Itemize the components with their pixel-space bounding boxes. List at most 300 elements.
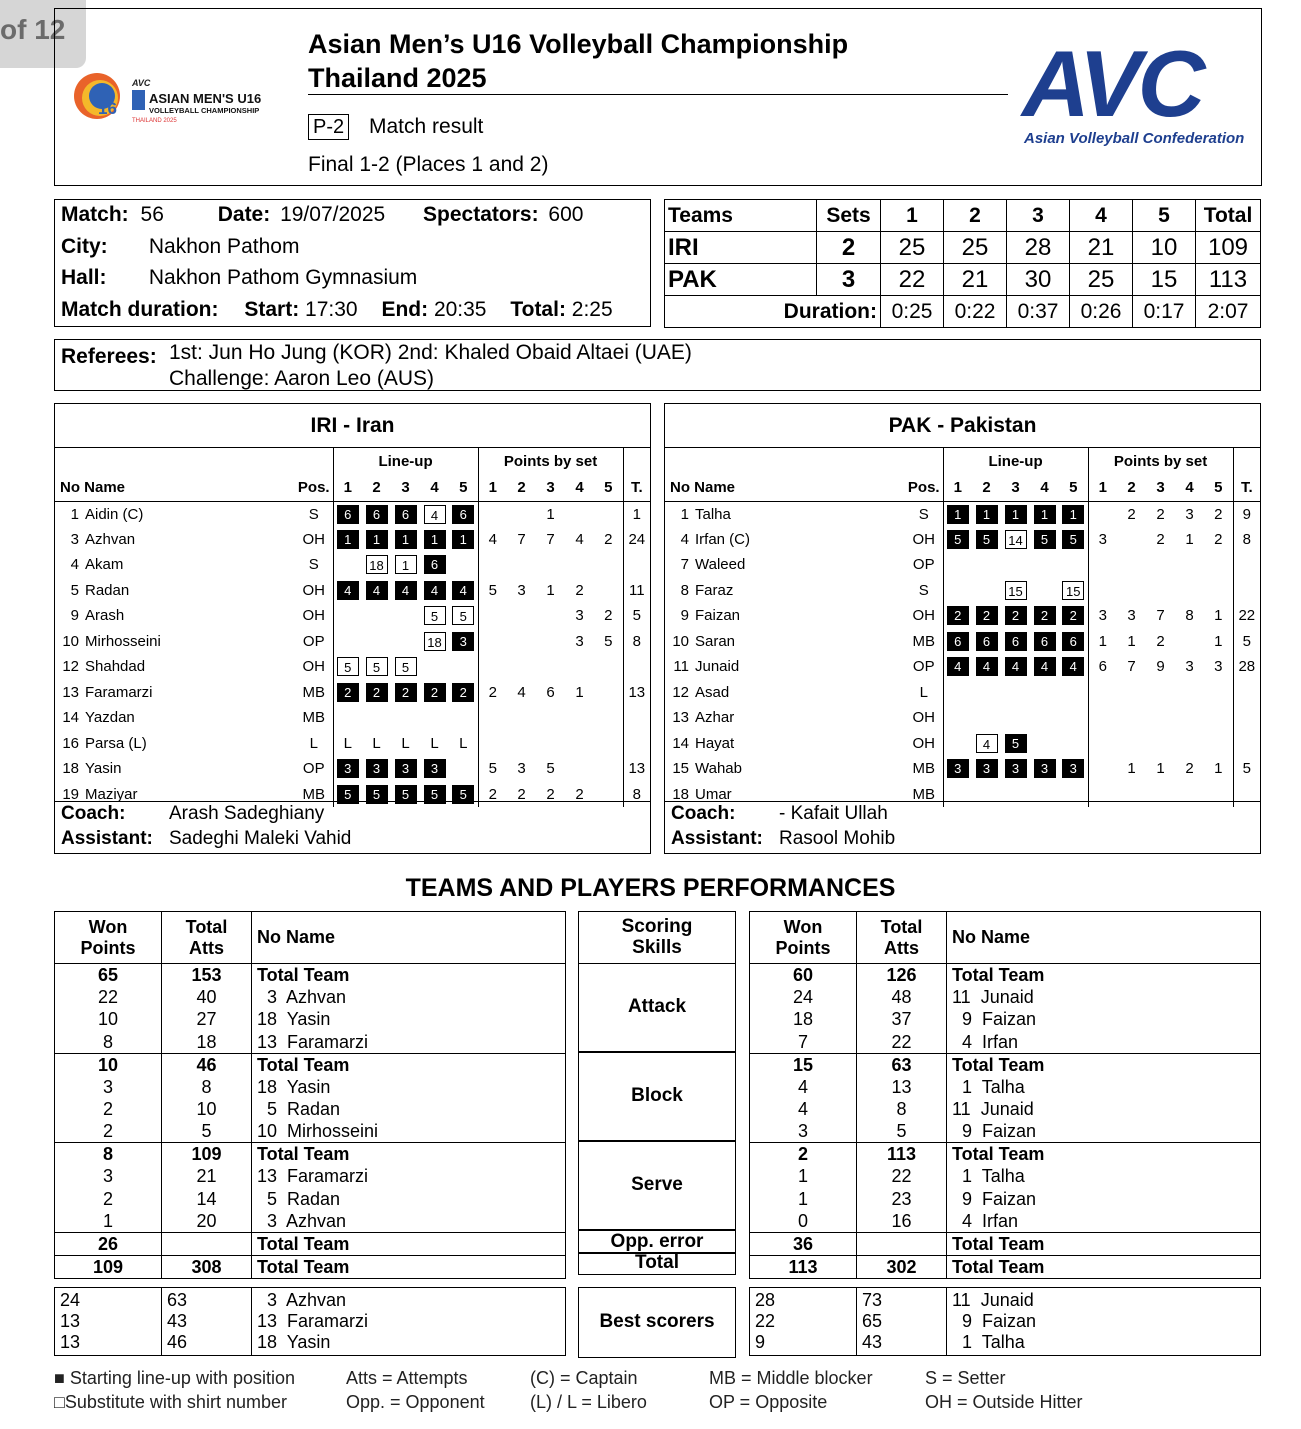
set-points <box>1088 705 1117 731</box>
player-total: 8 <box>1233 527 1260 553</box>
player-row <box>55 578 650 604</box>
set-points: 1 <box>546 505 555 523</box>
won-points: 2 <box>55 1098 162 1120</box>
player-total: 1 <box>623 501 650 527</box>
lineup-cell <box>420 654 449 680</box>
lineup-cell <box>972 705 1001 731</box>
set-points <box>507 705 536 731</box>
won-points: 0 <box>750 1210 857 1233</box>
points-set-2-header: 2 <box>507 475 536 501</box>
lineup-cell <box>391 578 420 604</box>
event-logo-icon <box>70 70 290 130</box>
sets-won: 3 <box>817 264 881 296</box>
starting-position: 2 <box>1062 606 1084 625</box>
team-total-row <box>55 1143 566 1166</box>
player-row <box>665 705 1260 731</box>
lineup-cell <box>333 527 362 553</box>
starting-position: 4 <box>1034 657 1056 676</box>
player-name: 18 Yasin <box>252 1008 566 1030</box>
lineup-header: Line-up <box>333 448 478 475</box>
starting-position: 2 <box>424 683 446 702</box>
lineup-set-5-header: 5 <box>449 475 478 501</box>
match-info-box <box>54 199 651 327</box>
roster-header-spacer <box>665 448 943 475</box>
scoring-skills-header <box>579 912 735 964</box>
substitute-number: 14 <box>1005 530 1027 549</box>
starting-position: 6 <box>395 505 417 524</box>
performances-title: TEAMS AND PLAYERS PERFORMANCES <box>405 874 896 902</box>
lineup-cell <box>1059 731 1088 757</box>
lineup-cell <box>1030 680 1059 706</box>
best-scorers-pak <box>749 1287 1261 1356</box>
total-attempts: 20 <box>162 1210 252 1233</box>
lineup-cell <box>1001 731 1030 757</box>
points-set-2-header: 2 <box>1117 475 1146 501</box>
total-attempts: 109 <box>162 1143 252 1166</box>
starting-position: 2 <box>976 606 998 625</box>
player-name: Faramarzi <box>85 683 153 701</box>
starting-position: 6 <box>424 555 446 574</box>
set-5-duration: 0:17 <box>1133 296 1196 328</box>
starting-position: 1 <box>1034 505 1056 524</box>
player-number: 12 <box>672 683 689 701</box>
player-position: L <box>309 734 318 752</box>
performance-header <box>55 912 566 964</box>
lineup-cell <box>420 705 449 731</box>
substitute-number: 15 <box>1062 581 1084 600</box>
skill-serve: Serve <box>631 1174 683 1195</box>
player-stat-row <box>55 1120 566 1143</box>
lineup-cell <box>449 629 478 655</box>
lineup-cell <box>391 603 420 629</box>
total-attempts <box>857 1232 947 1255</box>
lineup-cell <box>391 705 420 731</box>
set-3-duration: 0:37 <box>1007 296 1070 328</box>
set-points <box>478 731 507 757</box>
player-name: Mirhosseini <box>85 632 161 650</box>
set-points <box>594 654 623 680</box>
points-set-4-header: 4 <box>1175 475 1204 501</box>
lineup-cell <box>333 501 362 527</box>
won-points: 4 <box>750 1076 857 1098</box>
set-points <box>1146 705 1175 731</box>
set-points: 3 <box>575 632 584 650</box>
lineup-cell <box>420 527 449 553</box>
lineup-cell <box>420 552 449 578</box>
player-name: Yazdan <box>85 709 135 727</box>
set-points: 6 <box>546 683 555 701</box>
player-name: Total Team <box>252 1053 566 1076</box>
atts-header-2: Atts <box>884 937 919 958</box>
player-total <box>1233 731 1260 757</box>
lineup-cell <box>972 552 1001 578</box>
set-points: 1 <box>1127 632 1136 650</box>
player-name: 3 Azhvan <box>252 1288 566 1312</box>
set-points: 2 <box>546 785 555 803</box>
set-points <box>1117 680 1146 706</box>
starting-position: 6 <box>452 505 474 524</box>
best-scorer-row <box>750 1288 1261 1312</box>
set-points <box>478 501 507 527</box>
won-points: 60 <box>750 964 857 987</box>
roster-header-columns <box>55 475 650 501</box>
player-total <box>623 552 650 578</box>
starting-position: 5 <box>947 530 969 549</box>
player-row <box>665 629 1260 655</box>
match-info-row-1 <box>61 203 583 227</box>
player-name: Shahdad <box>85 658 146 676</box>
total-attempts: 65 <box>857 1311 947 1332</box>
player-position: OP <box>912 658 935 676</box>
set-points <box>594 501 623 527</box>
set-points: 2 <box>1185 760 1194 778</box>
set-points: 1 <box>575 683 584 701</box>
player-number: 9 <box>70 607 79 625</box>
team-total-row <box>55 1053 566 1076</box>
header-set-4: 4 <box>1070 200 1133 232</box>
player-row <box>55 756 650 782</box>
player-number: 18 <box>672 785 689 803</box>
start-label: Start: <box>244 298 300 321</box>
lineup-cell <box>449 680 478 706</box>
lineup-cell <box>420 629 449 655</box>
lineup-cell <box>362 603 391 629</box>
total-attempts: 22 <box>857 1031 947 1054</box>
player-position: OP <box>912 556 935 574</box>
player-number: 5 <box>70 581 79 599</box>
substitute-number: 5 <box>424 606 446 625</box>
set-points <box>1088 578 1117 604</box>
starting-position: 3 <box>395 759 417 778</box>
lineup-cell <box>449 578 478 604</box>
total-points: 109 <box>1196 232 1261 264</box>
player-name: 5 Radan <box>252 1187 566 1209</box>
player-name: Faraz <box>695 581 734 599</box>
set-points <box>507 603 536 629</box>
lineup-cell <box>449 705 478 731</box>
legend-opp: Opp. = Opponent <box>346 1392 485 1412</box>
end-time: 20:35 <box>433 298 487 321</box>
player-number: 12 <box>62 658 79 676</box>
event-logo <box>70 70 290 130</box>
player-stat-row <box>55 1165 566 1187</box>
lineup-cell <box>333 578 362 604</box>
starting-position: 5 <box>337 785 359 804</box>
player-name: Azhar <box>695 709 735 727</box>
set-points: 2 <box>575 581 584 599</box>
player-name: Wahab <box>695 760 742 778</box>
event-logo-line1: ASIAN MEN'S U16 <box>149 91 262 106</box>
set-5-score: 10 <box>1133 232 1196 264</box>
total-attempts: 27 <box>162 1008 252 1030</box>
set-points: 1 <box>1185 530 1194 548</box>
referees-line-2: Challenge: Aaron Leo (AUS) <box>169 367 434 390</box>
lineup-set-4-header: 4 <box>420 475 449 501</box>
assistant-name: Rasool Mohib <box>779 828 896 849</box>
set-points: 1 <box>1214 632 1223 650</box>
won-points: 3 <box>55 1165 162 1187</box>
set-points: 3 <box>1214 658 1223 676</box>
set-points <box>565 501 594 527</box>
set-points: 2 <box>478 680 507 706</box>
set-points <box>1175 680 1204 706</box>
no-name-header: No Name <box>252 912 566 964</box>
player-total <box>1233 680 1260 706</box>
lineup-cell <box>449 552 478 578</box>
set-scores-table <box>664 199 1261 328</box>
player-name: Total Team <box>947 1143 1261 1166</box>
header-set-5: 5 <box>1133 200 1196 232</box>
lineup-cell <box>333 756 362 782</box>
set-points <box>507 629 536 655</box>
lineup-cell <box>972 680 1001 706</box>
set-points: 2 <box>575 785 584 803</box>
player-name: Irfan (C) <box>695 530 751 548</box>
set-4-duration: 0:26 <box>1070 296 1133 328</box>
player-number: 19 <box>62 785 79 803</box>
lineup-cell <box>420 603 449 629</box>
points-set-1-header: 1 <box>1088 475 1117 501</box>
event-logo-avc: AVC <box>132 78 151 88</box>
legend-captain: (C) = Captain <box>530 1368 638 1388</box>
set-points <box>594 731 623 757</box>
set-points: 5 <box>604 632 613 650</box>
won-points: 2 <box>55 1187 162 1209</box>
starting-position: 4 <box>395 581 417 600</box>
lineup-cell <box>943 680 972 706</box>
lineup-set-4-header: 4 <box>1030 475 1059 501</box>
lineup-cell <box>362 501 391 527</box>
won-points: 3 <box>750 1120 857 1143</box>
player-name: Azhvan <box>85 530 136 548</box>
won-header-2: Points <box>80 937 136 958</box>
team-total-row <box>750 964 1261 987</box>
player-position: S <box>918 581 929 599</box>
total-attempts: 43 <box>162 1311 252 1332</box>
duration-row <box>665 296 1261 328</box>
player-name: 1 Talha <box>947 1332 1261 1356</box>
lineup-cell <box>1001 527 1030 553</box>
pos-header: Pos. <box>905 475 943 501</box>
lineup-cell <box>420 756 449 782</box>
set-points <box>1117 578 1146 604</box>
score-row-iri <box>665 232 1261 264</box>
player-row <box>665 654 1260 680</box>
starting-position: 6 <box>1034 632 1056 651</box>
set-1-score: 22 <box>881 264 944 296</box>
lineup-cell <box>420 680 449 706</box>
lineup-cell <box>1059 756 1088 782</box>
lineup-cell <box>1030 654 1059 680</box>
set-points: 3 <box>1127 607 1136 625</box>
player-position: OH <box>302 530 326 548</box>
lineup-cell <box>1030 731 1059 757</box>
set-points: 7 <box>517 530 526 548</box>
set-points: 4 <box>517 683 526 701</box>
player-row <box>55 527 650 553</box>
lineup-set-2-header: 2 <box>362 475 391 501</box>
player-name: Waleed <box>695 556 746 574</box>
player-name: Aidin (C) <box>85 505 144 523</box>
starting-position: 1 <box>1005 505 1027 524</box>
skill-attack: Attack <box>627 996 687 1017</box>
starting-position: 2 <box>366 683 388 702</box>
player-position: OH <box>912 607 936 625</box>
total-attempts: 10 <box>162 1098 252 1120</box>
lineup-cell <box>449 654 478 680</box>
set-points: 9 <box>1156 658 1165 676</box>
player-name: Total Team <box>252 1255 566 1278</box>
best-scorer-row <box>750 1311 1261 1332</box>
lineup-cell <box>1059 527 1088 553</box>
lineup-cell <box>1030 603 1059 629</box>
player-name: Junaid <box>695 658 740 676</box>
lineup-cell <box>362 578 391 604</box>
best-scorer-row <box>55 1332 566 1356</box>
player-position: S <box>308 505 319 523</box>
lineup-cell <box>943 756 972 782</box>
player-row <box>665 680 1260 706</box>
set-points <box>536 705 565 731</box>
player-position: OH <box>302 607 326 625</box>
set-points <box>478 603 507 629</box>
lineup-cell <box>1030 705 1059 731</box>
won-header-2: Points <box>775 937 831 958</box>
match-info-row-2 <box>61 235 299 259</box>
points-set-4-header: 4 <box>565 475 594 501</box>
set-points <box>1088 756 1117 782</box>
roster-table <box>665 448 1260 807</box>
lineup-cell <box>1059 680 1088 706</box>
match-label: Match: <box>61 203 129 226</box>
lineup-cell <box>333 552 362 578</box>
player-stat-row <box>55 1008 566 1030</box>
player-name: 9 Faizan <box>947 1187 1261 1209</box>
total-duration: 2:07 <box>1196 296 1261 328</box>
player-name: 1 Talha <box>947 1165 1261 1187</box>
starting-position: 5 <box>395 785 417 804</box>
city-label: City: <box>61 235 108 258</box>
event-logo-number: 16 <box>98 99 117 118</box>
lineup-cell <box>1030 756 1059 782</box>
set-2-score: 21 <box>944 264 1007 296</box>
skill-opp-error: Opp. error <box>610 1231 704 1252</box>
player-total: 13 <box>623 756 650 782</box>
set-points <box>1117 552 1146 578</box>
starting-position: 5 <box>452 785 474 804</box>
player-stat-row <box>55 1098 566 1120</box>
team-title: PAK - Pakistan <box>665 404 1260 448</box>
lineup-cell <box>362 629 391 655</box>
header-total: Total <box>1196 200 1261 232</box>
total-attempts: 63 <box>162 1288 252 1312</box>
legend-starting: ■ Starting line-up with position <box>54 1368 295 1388</box>
page-count-badge: of 12 <box>0 0 86 68</box>
coach-name: - Kafait Ullah <box>779 803 888 824</box>
set-points <box>565 731 594 757</box>
set-points <box>565 552 594 578</box>
title-line-1: Asian Men’s U16 Volleyball Championship <box>308 29 849 59</box>
player-row <box>665 578 1260 604</box>
set-points <box>507 654 536 680</box>
set-points: 5 <box>546 760 555 778</box>
best-scorer-row <box>750 1332 1261 1356</box>
won-points: 24 <box>55 1288 162 1312</box>
set-points <box>507 731 536 757</box>
lineup-cell <box>943 527 972 553</box>
player-row <box>55 629 650 655</box>
lineup-cell <box>1059 552 1088 578</box>
player-name: Radan <box>85 581 130 599</box>
set-points <box>1204 552 1233 578</box>
match-number: 56 <box>140 203 164 226</box>
player-total: 13 <box>623 680 650 706</box>
spectators-count: 600 <box>548 203 584 226</box>
team-roster-pak <box>664 403 1261 854</box>
substitute-number: 5 <box>337 657 359 676</box>
total-attempts: 113 <box>857 1143 947 1166</box>
player-stat-row <box>55 986 566 1008</box>
match-info-row-4 <box>61 298 613 322</box>
starting-position: 3 <box>947 759 969 778</box>
player-number: 14 <box>672 734 689 752</box>
starting-position: 2 <box>337 683 359 702</box>
starting-position: 4 <box>452 581 474 600</box>
set-points: 2 <box>1214 505 1223 523</box>
lineup-cell <box>449 756 478 782</box>
lineup-cell <box>362 705 391 731</box>
total-header-spacer <box>1233 448 1260 475</box>
lineup-cell <box>333 629 362 655</box>
player-row <box>55 654 650 680</box>
atts-header-1: Total <box>185 916 228 937</box>
player-total <box>623 731 650 757</box>
won-points: 4 <box>750 1098 857 1120</box>
assistant-label: Assistant: <box>61 828 153 849</box>
player-stat-row <box>750 1076 1261 1098</box>
scoring-skills-column <box>578 911 736 1275</box>
points-set-3-header: 3 <box>1146 475 1175 501</box>
player-name: 9 Faizan <box>947 1008 1261 1030</box>
won-points: 2 <box>55 1120 162 1143</box>
header-set-3: 3 <box>1007 200 1070 232</box>
lineup-cell <box>391 629 420 655</box>
won-points: 26 <box>55 1232 162 1255</box>
performance-table-pak <box>749 911 1261 1279</box>
set-points <box>1146 680 1175 706</box>
lineup-cell <box>449 731 478 757</box>
team-total-row <box>55 1232 566 1255</box>
player-total: 22 <box>1233 603 1260 629</box>
won-points: 13 <box>55 1311 162 1332</box>
libero-mark: L <box>343 734 352 752</box>
total-attempts: 63 <box>857 1053 947 1076</box>
document-type: Match result <box>369 115 484 138</box>
won-header-1: Won <box>88 916 128 937</box>
lineup-cell <box>362 731 391 757</box>
won-points: 8 <box>55 1031 162 1054</box>
set-points <box>594 552 623 578</box>
substitute-number: 5 <box>395 657 417 676</box>
total-attempts: 8 <box>162 1076 252 1098</box>
won-points: 1 <box>750 1165 857 1187</box>
total-header: T. <box>623 475 650 501</box>
set-points <box>565 654 594 680</box>
event-logo-line3: THAILAND 2025 <box>132 118 177 124</box>
page-code: P-2 <box>308 114 349 140</box>
legend-libero: (L) / L = Libero <box>530 1392 647 1412</box>
player-total: 8 <box>623 782 650 808</box>
